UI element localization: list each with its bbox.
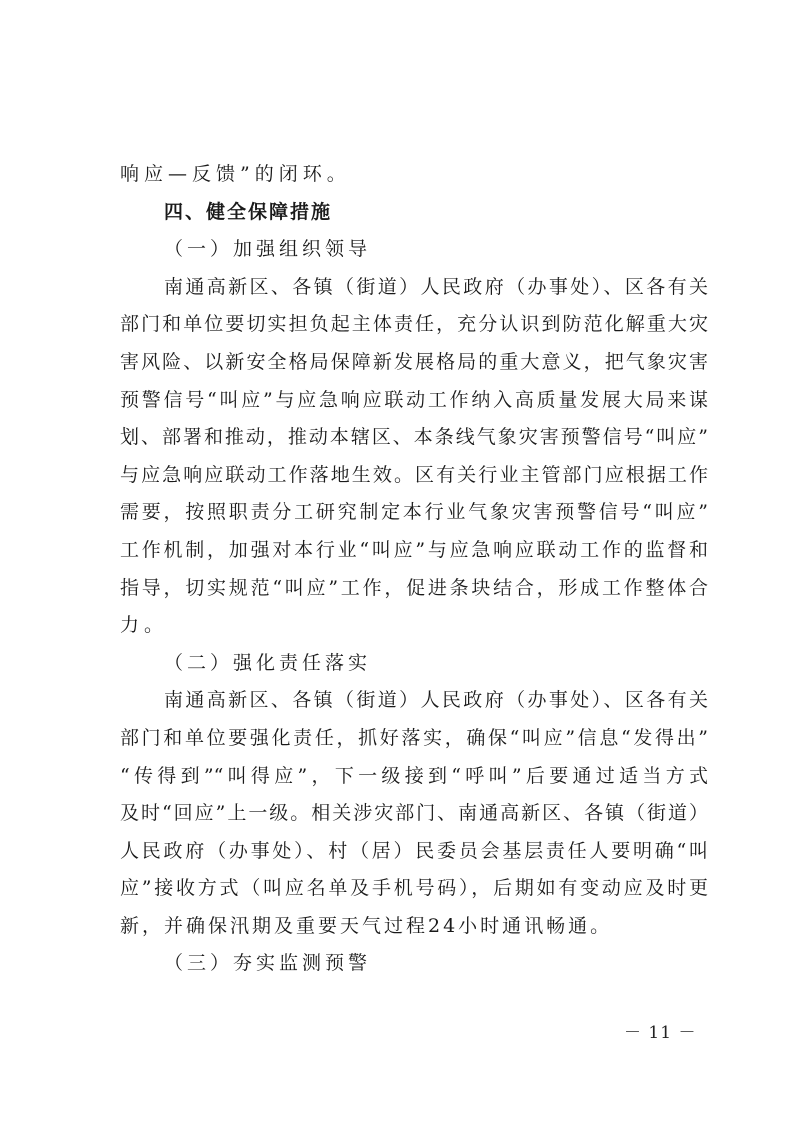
paragraph-line: 需要，按照职责分工研究制定本行业气象灾害预警信号“叫应”: [120, 501, 708, 524]
paragraph-line: 人民政府（办事处）、村（居）民委员会基层责任人要明确“叫: [120, 839, 708, 862]
document-body: [120, 156, 708, 983]
paragraph-line: 南通高新区、各镇（街道）人民政府（办事处）、区各有关: [164, 689, 708, 712]
paragraph-line: “传得到”“叫得应”，下一级接到“呼叫”后要通过适当方式: [120, 764, 708, 787]
paragraph-line: 指导，切实规范“叫应”工作，促进条块结合，形成工作整体合: [120, 576, 708, 599]
paragraph-line: 响应—反馈”的闭环。: [120, 163, 351, 185]
paragraph-line: 力。: [120, 614, 169, 637]
paragraph-line: 划、部署和推动，推动本辖区、本条线气象灾害预警信号“叫应”: [120, 426, 708, 449]
paragraph-line: 及时“回应”上一级。相关涉灾部门、南通高新区、各镇（街道）: [120, 802, 708, 825]
paragraph-line: 应”接收方式（叫应名单及手机号码），后期如有变动应及时更: [120, 877, 708, 900]
subsection-heading: （一）加强组织领导: [164, 238, 372, 261]
page-number: － 11 －: [624, 1023, 697, 1043]
paragraph-line: 与应急响应联动工作落地生效。区有关行业主管部门应根据工作: [120, 463, 708, 486]
subsection-heading: （三）夯实监测预警: [164, 952, 372, 975]
subsection-heading: （二）强化责任落实: [164, 651, 372, 674]
section-heading: 四、健全保障措施: [164, 200, 333, 223]
paragraph-line: 部门和单位要切实担负起主体责任，充分认识到防范化解重大灾: [120, 313, 708, 336]
paragraph-line: 预警信号“叫应”与应急响应联动工作纳入高质量发展大局来谋: [120, 388, 708, 411]
paragraph-line: 工作机制，加强对本行业“叫应”与应急响应联动工作的监督和: [120, 538, 708, 561]
paragraph-line: 新，并确保汛期及重要天气过程24小时通讯畅通。: [120, 914, 613, 937]
paragraph-line: 南通高新区、各镇（街道）人民政府（办事处）、区各有关: [164, 275, 708, 298]
paragraph-line: 部门和单位要强化责任，抓好落实，确保“叫应”信息“发得出”: [120, 726, 708, 749]
paragraph-line: 害风险、以新安全格局保障新发展格局的重大意义，把气象灾害: [120, 350, 708, 373]
